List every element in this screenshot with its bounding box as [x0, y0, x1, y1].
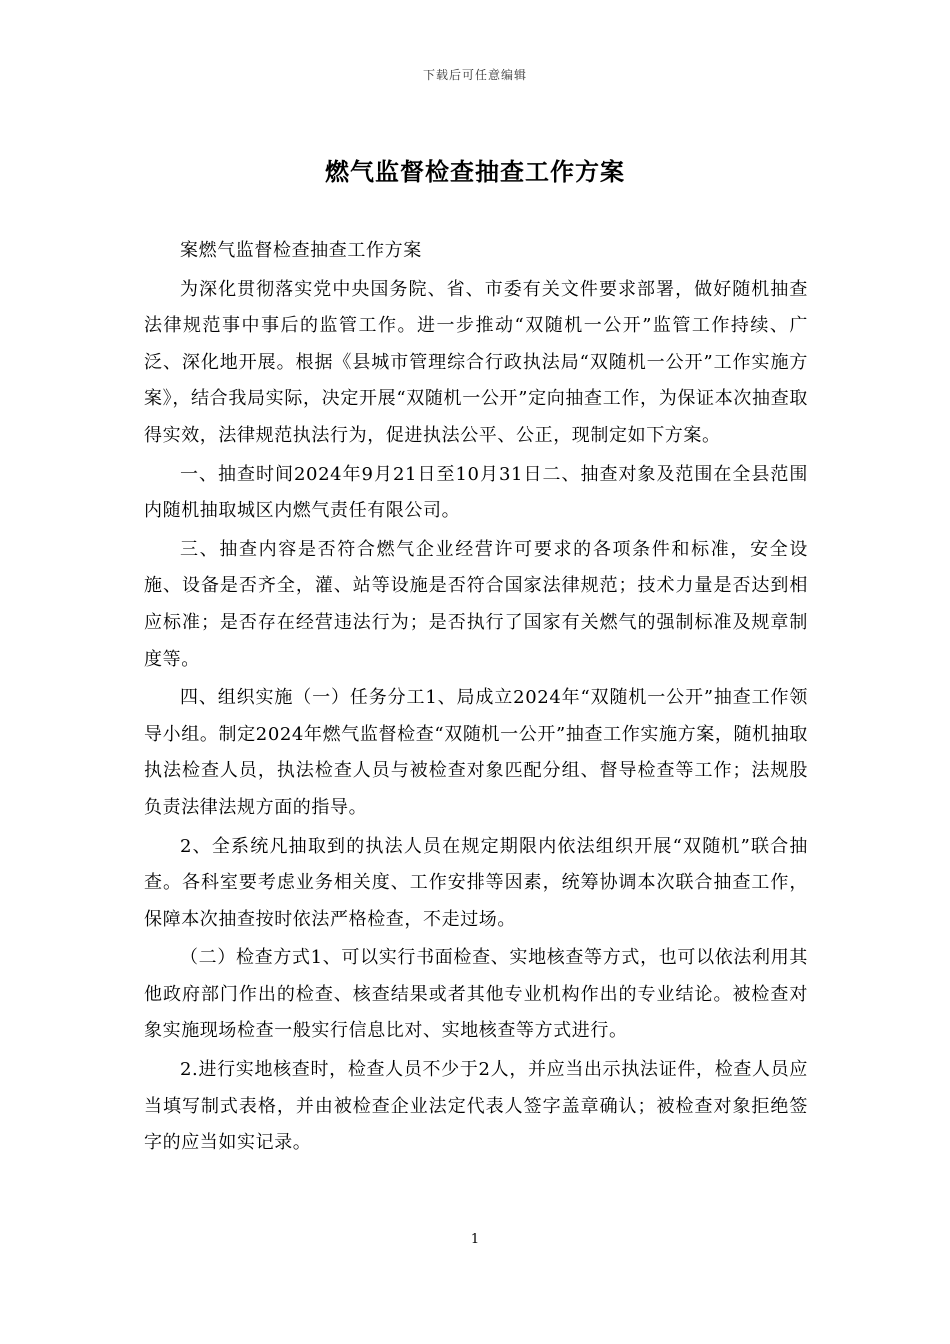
header-note: 下载后可任意编辑 [422, 68, 527, 82]
document-title: 燃气监督检查抽查工作方案 [325, 158, 625, 186]
page-number: 1 [470, 1232, 480, 1247]
paragraph-organization: 四、组织实施（一）任务分工1、局成立2024年“双随机一公开”抽查工作领导小组。制定2024年燃气监督检查“双随机一公开”抽查工作实施方案，随机抽取执法检查人员，执法检查人员与被检查对象匹配分组、督导检查等工作；法规股负责法律法规方面的指导。 [144, 687, 808, 818]
paragraph-content: 三、抽查内容是否符合燃气企业经营许可要求的各项条件和标准，安全设施、设备是否齐全，灌、站等设施是否符合国家法律规范；技术力量是否达到相应标准；是否存在经营违法行为；是否执行了国家有关燃气的强制标准及规章制度等。 [144, 538, 808, 670]
paragraph-time-scope: 一、抽查时间2024年9月21日至10月31日二、抽查对象及范围在全县范围内随机抽取城区内燃气责任有限公司。 [144, 463, 808, 522]
paragraph-inspection-method: （二）检查方式1、可以实行书面检查、实地核查等方式，也可以依法利用其他政府部门作出的检查、核查结果或者其他专业机构作出的专业结论。被检查对象实施现场检查一般实行信息比对、实地核查等方式进行。 [144, 947, 808, 1042]
document-body [144, 233, 808, 1164]
paragraph-joint-inspection: 2、全系统凡抽取到的执法人员在规定期限内依法组织开展“双随机”联合抽查。各科室要考虑业务相关度、工作安排等因素，统筹协调本次联合抽查工作，保障本次抽查按时依法严格检查，不走过场。 [144, 835, 808, 930]
paragraph-subtitle: 案燃气监督检查抽查工作方案 [180, 240, 422, 261]
paragraph-intro: 为深化贯彻落实党中央国务院、省、市委有关文件要求部署，做好随机抽查法律规范事中事后的监管工作。进一步推动“双随机一公开”监管工作持续、广泛、深化地开展。根据《县城市管理综合行政执法局“双随机一公开”工作实施方案》，结合我局实际，决定开展“双随机一公开”定向抽查工作，为保证本次抽查取得实效，法律规范执法行为，促进执法公平、公正，现制定如下方案。 [144, 278, 808, 446]
paragraph-onsite-check: 2.进行实地核查时，检查人员不少于2人，并应当出示执法证件，检查人员应当填写制式表格，并由被检查企业法定代表人签字盖章确认；被检查对象拒绝签字的应当如实记录。 [144, 1059, 808, 1154]
